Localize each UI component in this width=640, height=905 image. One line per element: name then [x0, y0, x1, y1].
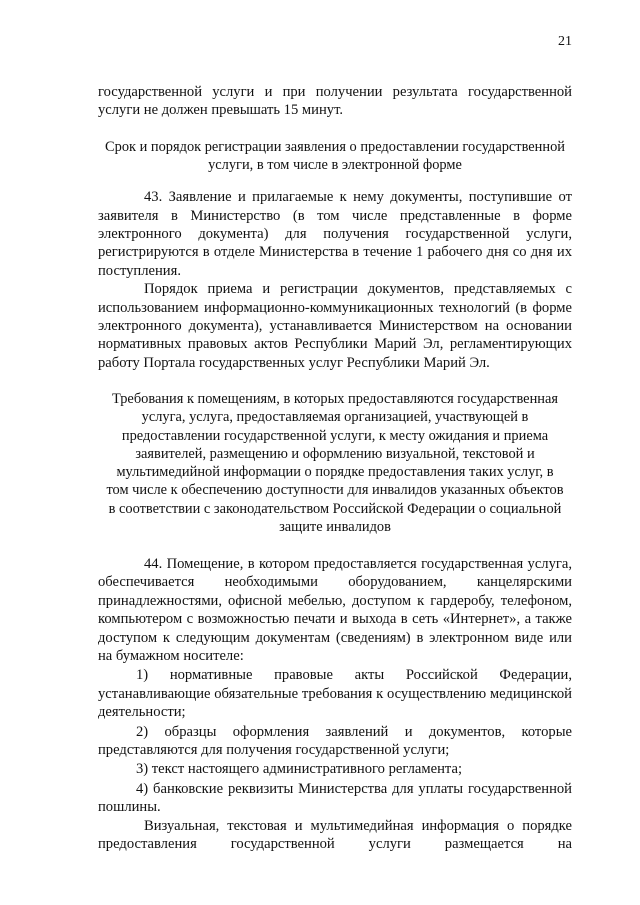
- document-body: [98, 83, 572, 853]
- list-item: 2) образцы оформления заявлений и документов, которые представляются для получения государственной услуги;: [98, 723, 572, 758]
- paragraph-continuation: государственной услуги и при получении результата государственной услуги не должен превышать 15 минут.: [98, 84, 572, 119]
- list-item: 3) текст настоящего административного регламента;: [136, 761, 462, 778]
- list-item: 4) банковские реквизиты Министерства для уплаты государственной пошлины.: [98, 780, 572, 816]
- page-number: 21: [558, 34, 572, 49]
- paragraph-43: 43. Заявление и прилагаемые к нему документы, поступившие от заявителя в Министерство (в том числе представленные в форме электронного документа) для получения государственной услуги, регистрируются в отделе Министерства в течение 1 рабочего дня со дня их поступления.: [98, 189, 572, 279]
- paragraph-44: 44. Помещение, в котором предоставляется государственная услуга, обеспечивается необходимыми оборудованием, канцелярскими принадлежностями, офисной мебелью, доступом к гардеробу, телефоном, компьютером с возможностью печати и выхода в сеть «Интернет», а также доступом к следующим документам (сведениям) в электронном виде или на бумажном носителе:: [98, 555, 572, 664]
- document-list: [98, 666, 572, 816]
- paragraph-visual-information: Визуальная, текстовая и мультимедийная информация о порядке предоставления государственной услуги размещается на: [98, 817, 572, 852]
- paragraph-43-procedure: Порядок приема и регистрации документов, представляемых с использованием информационно-коммуникационных технологий (в форме электронного документа), устанавливается Министерством на основании нормативных правовых актов Республики Марий Эл, регламентирующих работу Портала государственных услуг Республики Марий Эл.: [98, 281, 572, 371]
- list-item: 1) нормативные правовые акты Российской Федерации, устанавливающие обязательные требования к осуществлению медицинской деятельности;: [98, 667, 572, 721]
- section-heading-registration: Срок и порядок регистрации заявления о предоставлении государственной услуги, в том числе в электронной форме: [105, 138, 565, 174]
- section-heading-premises: Требования к помещениям, в которых предоставляются государственная услуга, услуга, предоставляемая организацией, участвующей в предоставлении государственной услуги, к месту ожидания и приема заявителей, размещению и оформлению визуальной, текстовой и мультимедийной информации о порядке предоставления таких услуг, в том числе к обеспечению доступности для инвалидов указанных объектов в соответствии с законодательством Российской Федерации о социальной защите инвалидов: [106, 391, 564, 535]
